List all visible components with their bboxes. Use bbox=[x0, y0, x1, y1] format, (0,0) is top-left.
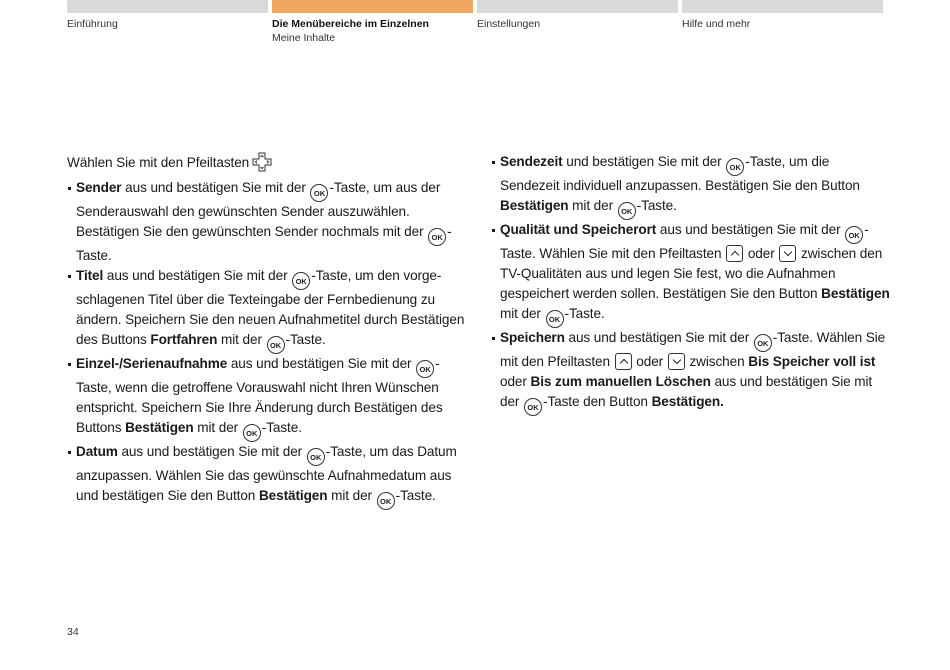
section-nav bbox=[67, 0, 883, 50]
text: mit der bbox=[193, 420, 242, 435]
text: aus und bestätigen Sie mit der bbox=[117, 444, 306, 459]
term-sender: Sender bbox=[76, 180, 122, 195]
text: zwischen bbox=[685, 354, 749, 369]
intro-text: Wählen Sie mit den Pfeiltasten bbox=[67, 155, 250, 170]
ok-button-icon: OK bbox=[428, 228, 446, 246]
tab-label: Hilfe und mehr bbox=[682, 18, 751, 30]
arrow-down-icon bbox=[668, 353, 685, 370]
ok-button-icon: OK bbox=[416, 360, 434, 378]
term-bis-speicher-voll: Bis Speicher voll ist bbox=[748, 354, 876, 369]
ok-button-icon: OK bbox=[310, 184, 328, 202]
text: -Taste. bbox=[564, 306, 605, 321]
text: -Taste. bbox=[636, 198, 677, 213]
tab-bar bbox=[477, 0, 678, 13]
ok-button-icon: OK bbox=[307, 448, 325, 466]
text: und bestätigen Sie mit der bbox=[562, 154, 726, 169]
tab-label: Einstellungen bbox=[477, 18, 541, 30]
term-bis-manuellen-loeschen: Bis zum manuellen Löschen bbox=[530, 374, 711, 389]
term-bestaetigen: Bestätigen bbox=[125, 420, 194, 435]
text: -Taste. bbox=[261, 420, 302, 435]
ok-button-icon: OK bbox=[292, 272, 310, 290]
tab-bar-active bbox=[272, 0, 473, 13]
ok-button-icon: OK bbox=[618, 202, 636, 220]
text: -Taste. bbox=[395, 488, 436, 503]
term-bestaetigen: Bestätigen. bbox=[651, 394, 724, 409]
ok-button-icon: OK bbox=[243, 424, 261, 442]
text: -Taste, wenn die getroffene Vorauswahl nicht Ihren Wünschen entspricht. Speichern Sie Ihre Änderung durch Bestätigen des Buttons bbox=[76, 356, 443, 435]
tab-label: Die Menübereiche im Einzelnen bbox=[272, 18, 429, 30]
list-item-speichern bbox=[491, 328, 891, 416]
options-list-right bbox=[491, 152, 891, 416]
ok-button-icon: OK bbox=[754, 334, 772, 352]
list-item-sender bbox=[67, 178, 467, 266]
list-item-qualitaet-speicherort bbox=[491, 220, 891, 328]
text: -Taste, um den vorgeschlagenen Titel über die Texteingabe der Fernbedienung zu ändern. Speichern Sie den neuen Aufnahmetitel durch Bestätigen des Buttons bbox=[76, 268, 465, 347]
arrow-up-icon bbox=[726, 245, 743, 262]
list-item-datum bbox=[67, 442, 467, 510]
text: -Taste. Wählen Sie mit den Pfeiltasten bbox=[500, 222, 869, 261]
tab-bar bbox=[682, 0, 883, 13]
text: -Taste. bbox=[285, 332, 326, 347]
text: aus und bestätigen Sie mit der bbox=[500, 374, 873, 409]
text: mit der bbox=[327, 488, 376, 503]
tab-bar bbox=[67, 0, 268, 13]
intro-line bbox=[67, 152, 467, 178]
text: aus und bestätigen Sie mit der bbox=[103, 268, 292, 283]
tab-menuebereiche[interactable] bbox=[272, 0, 473, 45]
ok-button-icon: OK bbox=[524, 398, 542, 416]
list-item-titel bbox=[67, 266, 467, 354]
ok-button-icon: OK bbox=[845, 226, 863, 244]
tab-sublabel: Meine Inhalte bbox=[272, 32, 336, 44]
ok-button-icon: OK bbox=[377, 492, 395, 510]
text: zwischen den TV-Qualitäten aus und legen Sie fest, wo die Aufnahmen gespeichert werden sollen. Bestätigen Sie den Button bbox=[500, 246, 883, 301]
text: -Taste, um aus der Senderauswahl den gewünschten Sender auszuwählen. Bestätigen Sie den gewünschten Sender nochmals mit der bbox=[76, 180, 441, 239]
term-bestaetigen: Bestätigen bbox=[821, 286, 890, 301]
term-datum: Datum bbox=[76, 444, 118, 459]
text: mit der bbox=[500, 306, 545, 321]
arrow-up-icon bbox=[615, 353, 632, 370]
list-item-einzel-serienaufnahme bbox=[67, 354, 467, 442]
term-fortfahren: Fortfahren bbox=[150, 332, 218, 347]
list-item-sendezeit bbox=[491, 152, 891, 220]
term-bestaetigen: Bestätigen bbox=[500, 198, 569, 213]
ok-button-icon: OK bbox=[267, 336, 285, 354]
tab-einfuehrung[interactable] bbox=[67, 0, 268, 31]
dpad-arrows-icon bbox=[252, 152, 272, 178]
text: oder bbox=[744, 246, 779, 261]
text: -Taste. bbox=[76, 224, 452, 263]
text: mit der bbox=[568, 198, 617, 213]
term-sendezeit: Sendezeit bbox=[500, 154, 563, 169]
text: -Taste. Wählen Sie mit den Pfeiltasten bbox=[500, 330, 886, 369]
text: aus und bestätigen Sie mit der bbox=[121, 180, 310, 195]
page-number: 34 bbox=[67, 626, 79, 638]
left-column bbox=[67, 152, 467, 510]
text: -Taste, um das Datum anzupassen. Wählen Sie das gewünschte Aufnahmedatum aus und bestätigen Sie den Button bbox=[76, 444, 457, 503]
term-bestaetigen: Bestätigen bbox=[258, 488, 328, 503]
term-speichern: Speichern bbox=[500, 330, 565, 345]
text: aus und bestätigen Sie mit der bbox=[227, 356, 416, 371]
ok-button-icon: OK bbox=[546, 310, 564, 328]
options-list-left bbox=[67, 178, 467, 510]
tab-hilfe[interactable] bbox=[682, 0, 883, 31]
ok-button-icon: OK bbox=[726, 158, 744, 176]
text: -Taste, um die Sendezeit individuell anzupassen. Bestätigen Sie den Button bbox=[500, 154, 860, 193]
text: mit der bbox=[217, 332, 266, 347]
text: -Taste den Button bbox=[543, 394, 652, 409]
term-titel: Titel bbox=[76, 268, 104, 283]
text: oder bbox=[632, 354, 667, 369]
tab-label: Einführung bbox=[67, 18, 118, 30]
tab-einstellungen[interactable] bbox=[477, 0, 678, 31]
text: aus und bestätigen Sie mit der bbox=[564, 330, 753, 345]
arrow-down-icon bbox=[779, 245, 796, 262]
term-einzel-serienaufnahme: Einzel-/Serienaufnahme bbox=[76, 356, 228, 371]
text: aus und bestätigen Sie mit der bbox=[656, 222, 845, 237]
right-column bbox=[491, 152, 891, 416]
term-qualitaet-speicherort: Qualität und Speicherort bbox=[500, 222, 657, 237]
text: oder bbox=[500, 374, 531, 389]
